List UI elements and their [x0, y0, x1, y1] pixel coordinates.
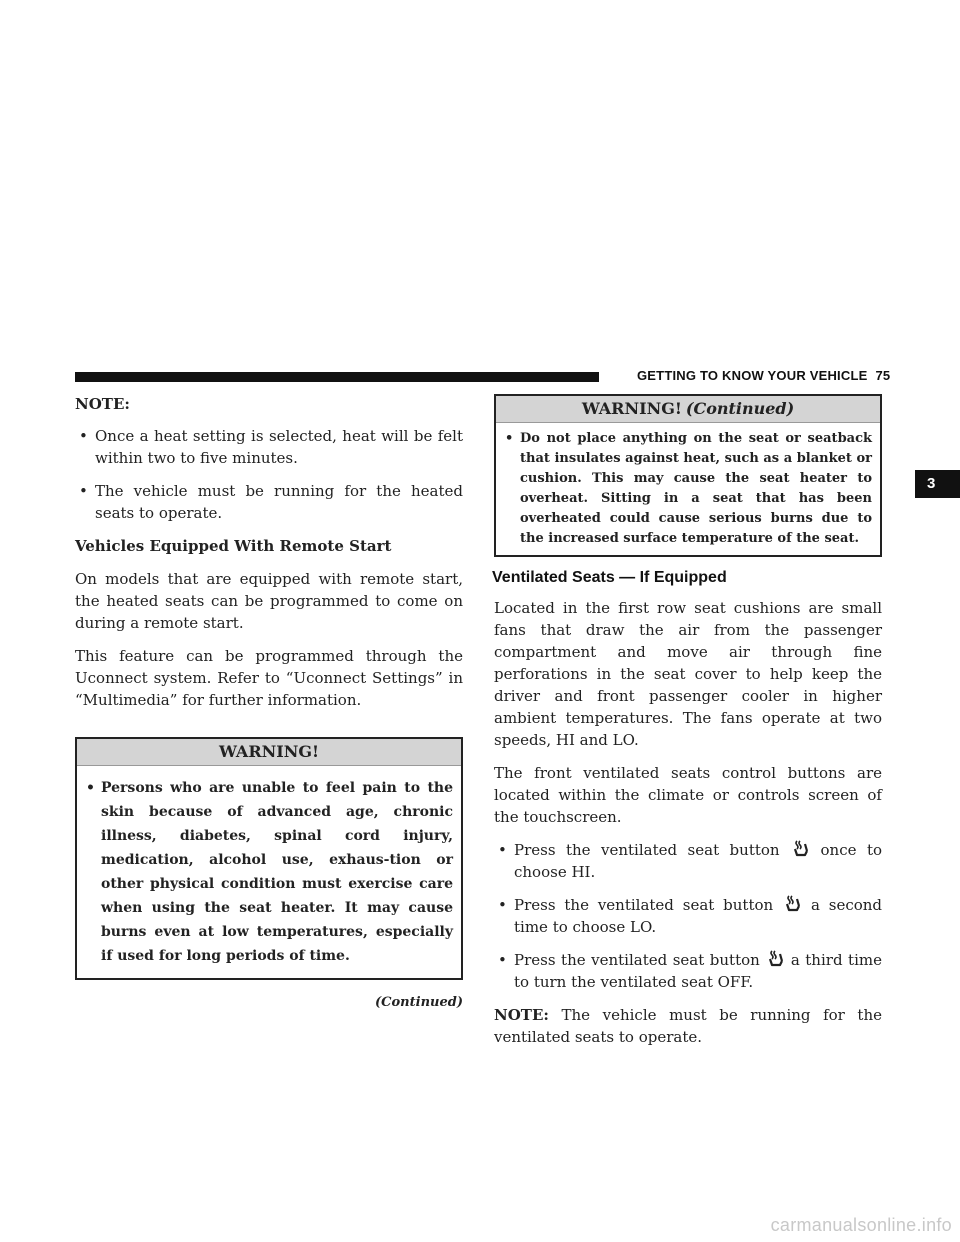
header-rule: [75, 372, 599, 382]
note-bullet-text: Once a heat setting is selected, heat will be felt within two to five minutes.: [95, 427, 463, 467]
warning-bullet: [502, 429, 872, 549]
warning-header: [77, 739, 461, 766]
warning-body: [77, 766, 461, 978]
ventilated-seat-icon: [792, 840, 808, 858]
warning-header: [496, 396, 880, 423]
bullet-glyph: •: [86, 780, 95, 796]
warning-body: [496, 423, 880, 555]
vent-bullet-text: a second time to choose LO.: [514, 896, 883, 936]
note-bullet-1: [75, 425, 463, 469]
vent-bullet-text: Press the ventilated seat button: [514, 896, 774, 914]
note-bullet-2: [75, 480, 463, 524]
page-number: 75: [875, 368, 891, 383]
ventilated-seat-icon: [784, 895, 800, 913]
continued-label: (Continued): [375, 995, 463, 1010]
watermark: carmanualsonline.info: [770, 1215, 952, 1235]
vent-bullet-3: [494, 949, 882, 993]
note-label: NOTE:: [494, 1006, 549, 1024]
remote-start-paragraph: On models that are equipped with remote start, the heated seats can be programmed to come on during a remote start.: [75, 570, 463, 632]
section-heading: Ventilated Seats — If Equipped: [492, 569, 727, 586]
bullet-glyph: •: [498, 951, 507, 969]
ventilated-seat-icon: [767, 950, 783, 968]
uconnect-paragraph: This feature can be programmed through the Uconnect system. Refer to “Uconnect Settings” in “Multimedia” for further information.: [75, 647, 463, 709]
warning-bullet-text: Do not place anything on the seat or seatback that insulates against heat, such as a blanket or cushion. This may cause the seat heater to overheat. Sitting in a seat that has been overheated could cause serious burns due to the increased surface temperature of the seat.: [520, 431, 872, 546]
ventilated-controls-paragraph: The front ventilated seats control buttons are located within the climate or controls screen of the touchscreen.: [494, 764, 882, 826]
chapter-tab: 3: [915, 470, 960, 498]
bullet-glyph: •: [498, 896, 507, 914]
note-bullet-text: The vehicle must be running for the heated seats to operate.: [95, 482, 463, 522]
warning-title: WARNING!: [581, 399, 682, 418]
bullet-glyph: •: [79, 482, 88, 500]
vent-bullet-text: once to choose HI.: [514, 841, 883, 881]
warning-box-continued: [494, 394, 882, 557]
bullet-glyph: •: [498, 841, 507, 859]
running-header: [637, 368, 890, 383]
vent-bullet-1: [494, 839, 882, 883]
note-label: NOTE:: [75, 395, 130, 413]
vent-bullet-text: Press the ventilated seat button: [514, 841, 780, 859]
ventilated-intro-paragraph: Located in the first row seat cushions are small fans that draw the air from the passenger compartment and move air through fine perforations in the seat cover to help keep the driver and front passenger cooler in higher ambient temperatures. The fans operate at two speeds, HI and LO.: [494, 599, 882, 749]
warning-bullet-text: Persons who are unable to feel pain to the skin because of advanced age, chronic illness, diabetes, spinal cord injury, medication, alcohol use, exhaus-tion or other physical condition must exercise care when using the seat heater. It may cause burns even at low temperatures, especially if used for long periods of time.: [101, 780, 453, 964]
bullet-glyph: •: [79, 427, 88, 445]
warning-continued: (Continued): [685, 399, 795, 418]
vent-bullet-text: a third time to turn the ventilated seat OFF.: [514, 951, 882, 991]
warning-bullet: [83, 776, 453, 968]
warning-box: [75, 737, 463, 980]
bullet-glyph: •: [505, 431, 514, 446]
ventilated-note: [494, 1004, 882, 1048]
vent-bullet-text: Press the ventilated seat button: [514, 951, 760, 969]
note-text: The vehicle must be running for the ventilated seats to operate.: [494, 1006, 882, 1046]
warning-title: WARNING!: [218, 742, 320, 761]
remote-start-heading: Vehicles Equipped With Remote Start: [75, 537, 392, 555]
right-column: [494, 394, 882, 1059]
header-title: GETTING TO KNOW YOUR VEHICLE: [637, 368, 868, 383]
vent-bullet-2: [494, 894, 882, 938]
left-column: [75, 393, 463, 1014]
